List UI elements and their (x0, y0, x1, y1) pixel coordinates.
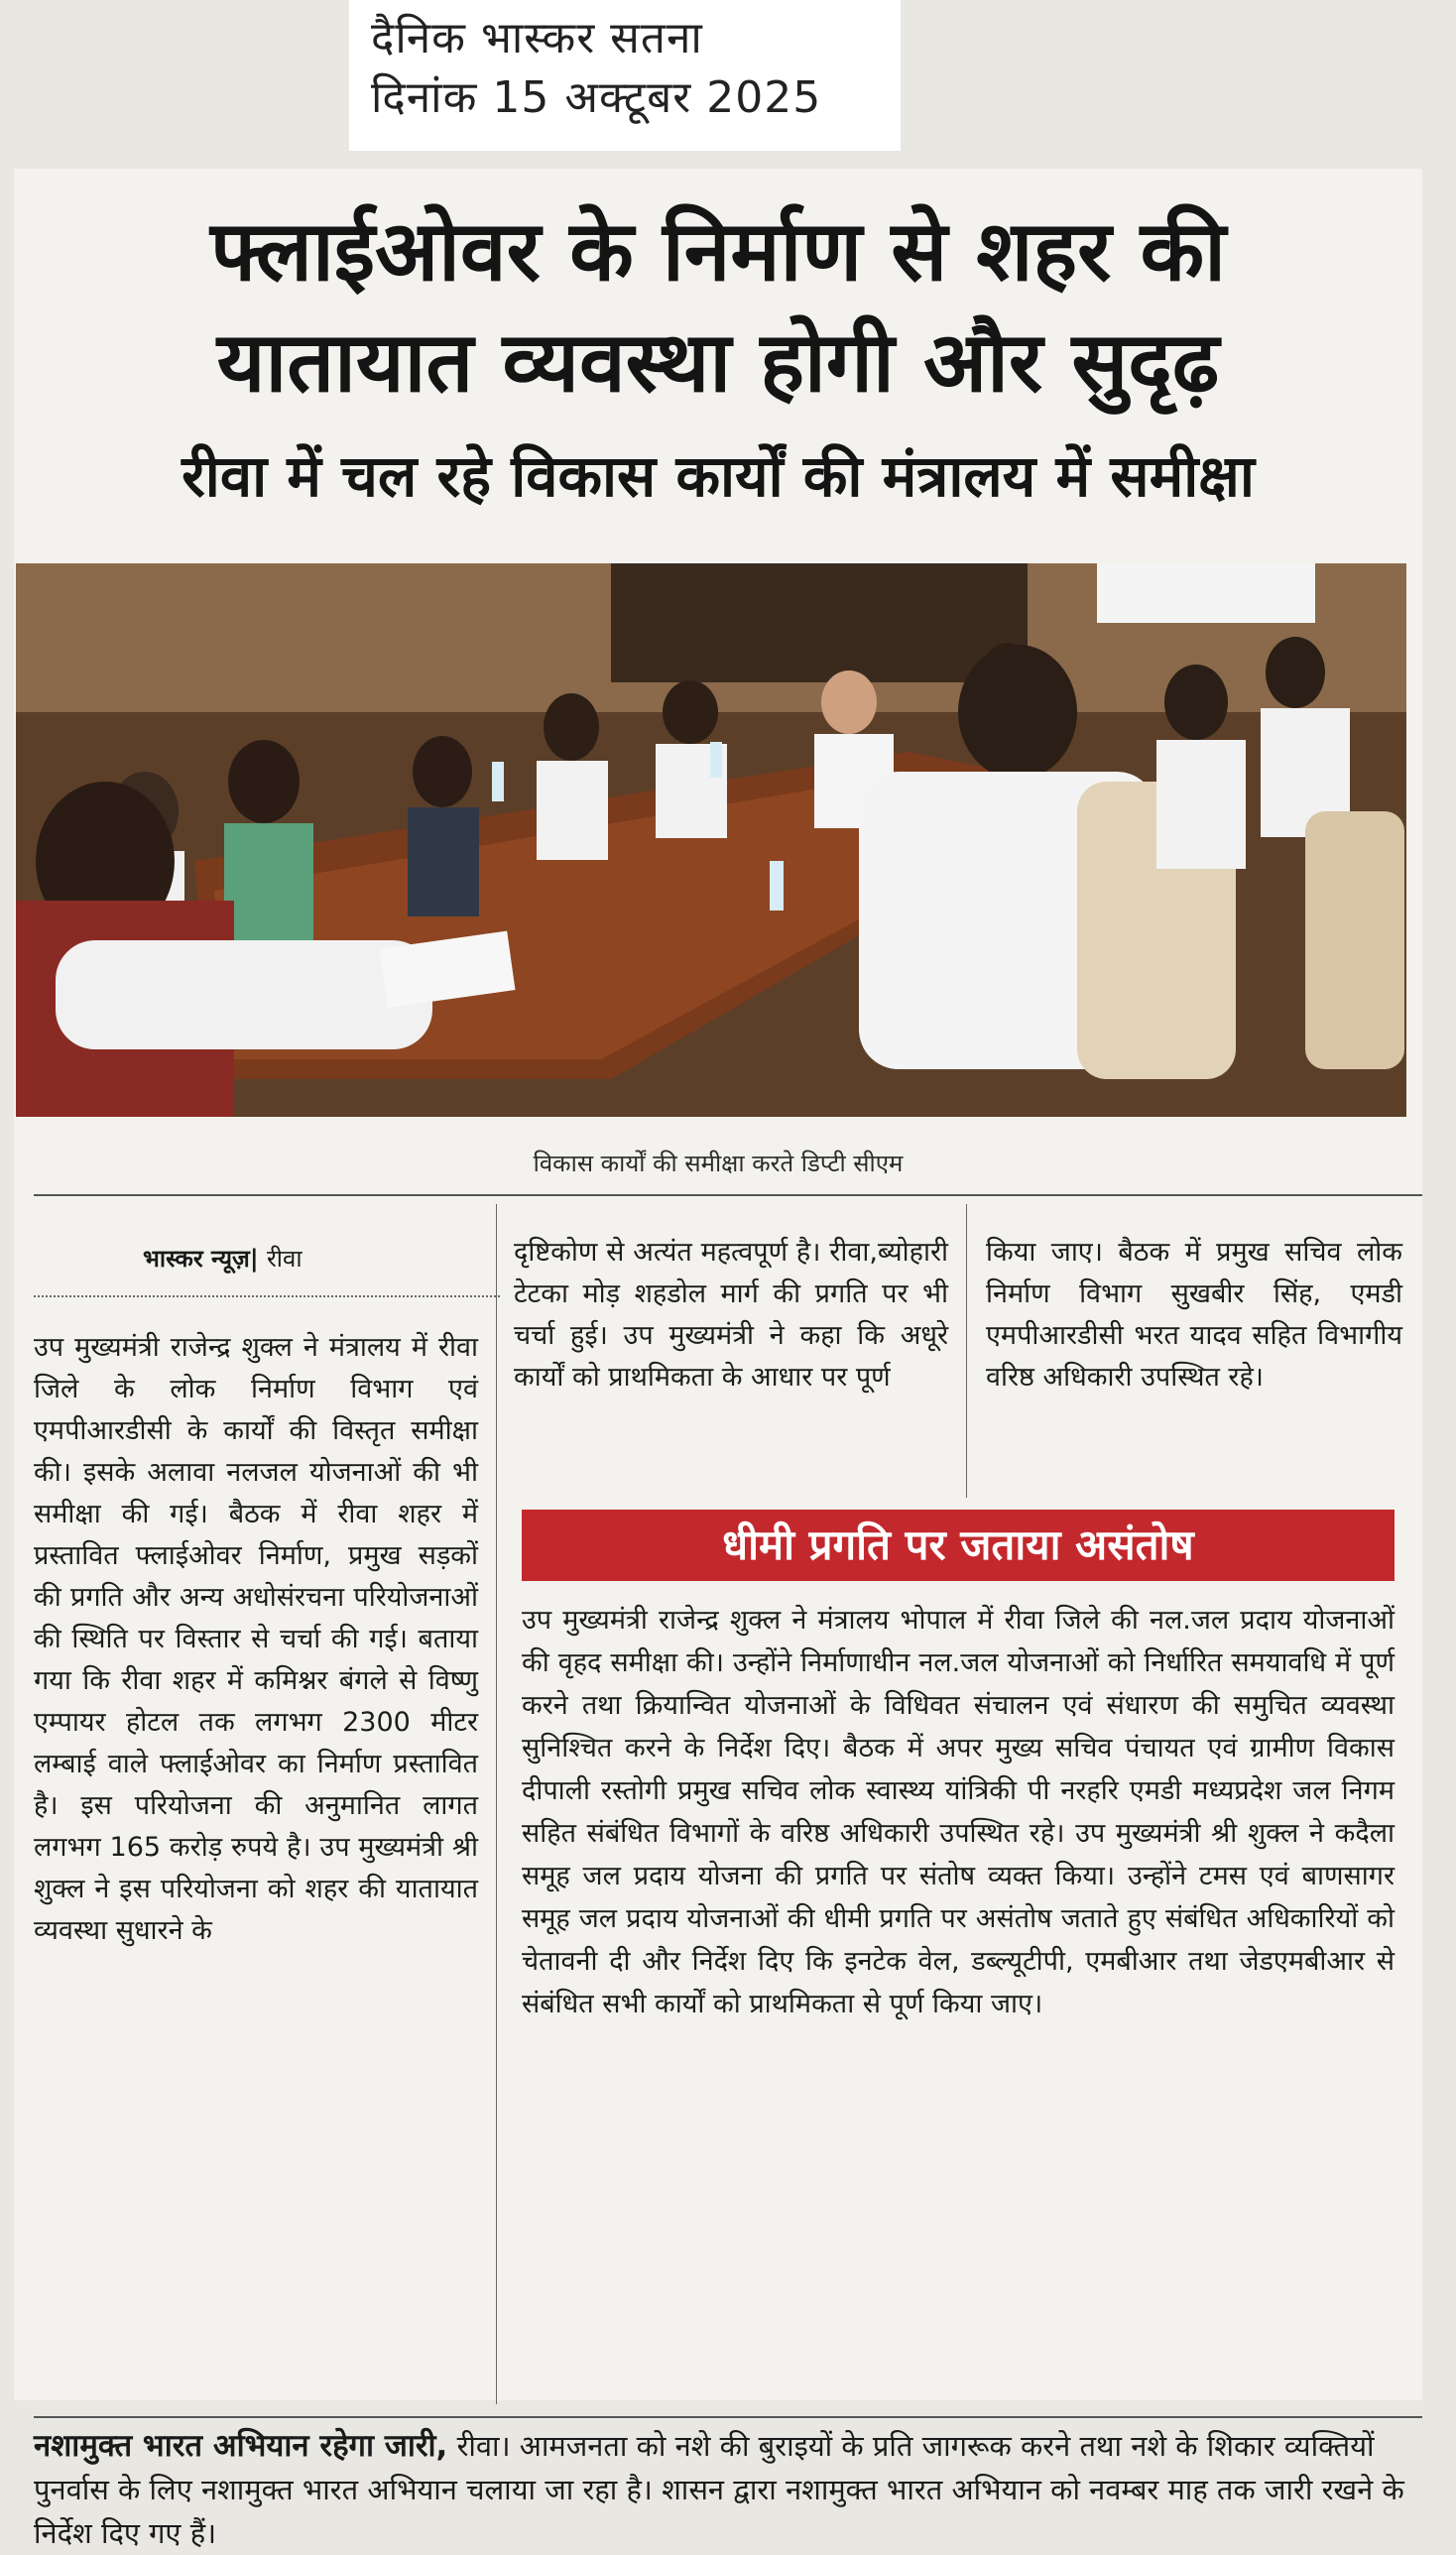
article-column-1: उप मुख्यमंत्री राजेन्द्र शुक्ल ने मंत्रालय में रीवा जिले के लोक निर्माण विभाग एवं एमपीआरडीसी के कार्यों की विस्तृत समीक्षा की। इसके अलावा नलजल योजनाओं की भी समीक्षा की गई। बैठक में रीवा शहर में प्रस्तावित फ्लाईओवर निर्माण, प्रमुख सड़कों की प्रगति और अन्य अधोसंरचना परियोजनाओं की स्थिति पर विस्तार से चर्चा की गई। बताया गया कि रीवा शहर में कमिश्नर बंगले से विष्णु एम्पायर होटल तक लगभग 2300 मीटर लम्बाई वाले फ्लाईओवर का निर्माण प्रस्तावित है। इस परियोजना की अनुमानित लागत लगभग 165 करोड़ रुपये है। उप मुख्यमंत्री श्री शुक्ल ने इस परियोजना को शहर की यातायात व्यवस्था सुधारने के (34, 1332, 478, 1946)
subheadline: रीवा में चल रहे विकास कार्यों की मंत्रालय में समीक्षा (182, 442, 1255, 510)
sub-story-body: उप मुख्यमंत्री राजेन्द्र शुक्ल ने मंत्रालय भोपाल में रीवा जिले की नल.जल प्रदाय योजनाओं की वृहद समीक्षा की। उन्होंने निर्माणाधीन नल.जल योजनाओं को निर्धारित समयावधि में पूर्ण करने तथा क्रियान्वित योजनाओं के विधिवत संचालन एवं संधारण की समुचित व्यवस्था सुनिश्चित करने के निर्देश दिए। बैठक में अपर मुख्य सचिव पंचायत एवं ग्रामीण विकास दीपाली रस्तोगी प्रमुख सचिव लोक स्वास्थ्य यांत्रिकी पी नरहरि एमडी मध्यप्रदेश जल निगम सहित संबंधित विभागों के वरिष्ठ अधिकारी उपस्थित रहे। उप मुख्यमंत्री श्री शुक्ल ने कदैला समूह जल प्रदाय योजना की प्रगति पर संतोष व्यक्त किया। उन्होंने टमस एवं बाणसागर समूह जल प्रदाय योजनाओं की धीमी प्रगति पर असंतोष जताते हुए संबंधित अधिकारियों को चेतावनी दी और निर्देश दिए कि इनटेक वेल, डब्ल्यूटीपी, एमबीआर तथा जेडएमबीआर से संबंधित सभी कार्यों को प्राथमिकता से पूर्ण किया जाए। (522, 1605, 1395, 2019)
byline: भास्कर न्यूज़| रीवा (143, 1245, 303, 1273)
news-brief (34, 2424, 1422, 2555)
column-rule-1 (496, 1204, 497, 2404)
byline-agency: भास्कर न्यूज़ (143, 1245, 250, 1273)
byline-place: रीवा (266, 1245, 303, 1273)
photo-caption: विकास कार्यों की समीक्षा करते डिप्टी सीएम (533, 1150, 904, 1177)
byline-dotted-rule (34, 1295, 500, 1297)
brief-heading: नशामुक्त भारत अभियान रहेगा जारी, (34, 2428, 448, 2464)
article-column-2: दृष्टिकोण से अत्यंत महत्वपूर्ण है। रीवा,ब्योहारी टेटका मोड़ शहडोल मार्ग की प्रगति पर भी चर्चा हुई। उप मुख्यमंत्री ने कहा कि अधूरे कार्यों को प्राथमिकता के आधार पर पूर्ण (514, 1237, 948, 1393)
headline-line-1: फ्लाईओवर के निर्माण से शहर की (210, 202, 1226, 300)
source-label (349, 0, 901, 151)
divider-rule (34, 1194, 1422, 1196)
column-rule-2 (966, 1204, 967, 1498)
newspaper-clipping (14, 169, 1422, 2550)
brief-body: आमजनता को नशे की बुराइयों के प्रति जागरूक करने तथा नशे के शिकार व्यक्तियों पुनर्वास के लिए नशामुक्त भारत अभियान चलाया जा रहा है। शासन द्वारा नशामुक्त भारत अभियान को नवम्बर माह तक जारी रखने के निर्देश दिए गए हैं। (34, 2429, 1404, 2550)
meeting-photo (16, 563, 1406, 1117)
source-label-date: दिनांक 15 अक्टूबर 2025 (371, 72, 822, 123)
brief-place: रीवा। (456, 2429, 511, 2463)
brief-divider-rule (34, 2416, 1422, 2418)
source-label-publication: दैनिक भास्कर सतना (371, 13, 703, 63)
article-column-3: किया जाए। बैठक में प्रमुख सचिव लोक निर्माण विभाग सुखबीर सिंह, एमडी एमपीआरडीसी भरत यादव सहित विभागीय वरिष्ठ अधिकारी उपस्थित रहे। (986, 1237, 1402, 1393)
meeting-photo-illustration (16, 563, 1406, 1117)
headline-line-2: यातायात व्यवस्था होगी और सुदृढ़ (216, 313, 1220, 411)
subheading-banner: धीमी प्रगति पर जताया असंतोष (522, 1510, 1395, 1581)
